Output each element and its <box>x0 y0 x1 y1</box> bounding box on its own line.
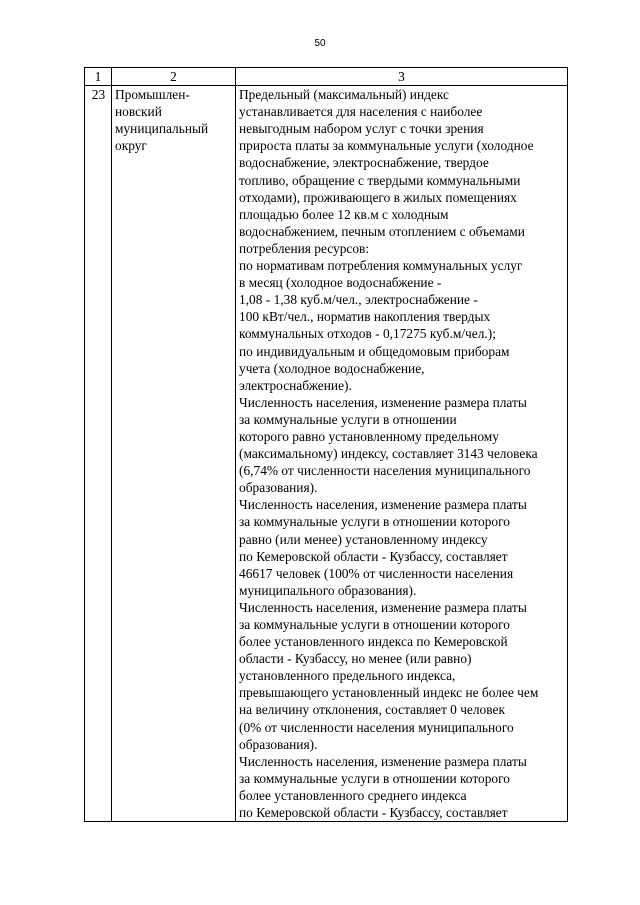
header-cell-1: 1 <box>85 68 112 86</box>
description-line: за коммунальные услуги в отношении которого <box>239 770 510 786</box>
municipality-name-line: Промышлен- <box>115 87 190 103</box>
description-line: в месяц (холодное водоснабжение - <box>239 275 442 291</box>
municipality-name-line: муниципальный <box>115 121 209 137</box>
description-line: образования). <box>239 480 318 496</box>
description-line: за коммунальные услуги в отношении которого <box>239 514 510 530</box>
description-line: устанавливается для населения с наиболее <box>239 104 483 120</box>
table-header-row <box>85 68 568 86</box>
description-line: установленного предельного индекса, <box>239 668 456 684</box>
description-line: 1,08 - 1,38 куб.м/чел., электроснабжение - <box>239 292 478 308</box>
description-line: более установленного индекса по Кемеровской <box>239 634 508 650</box>
municipality-name-cell <box>112 86 236 822</box>
description-line: Предельный (максимальный) индекс <box>239 87 449 103</box>
description-line: по Кемеровской области - Кузбассу, составляет <box>239 548 508 564</box>
municipality-name-line: новский <box>115 104 162 120</box>
description-line: Численность населения, изменение размера платы <box>239 753 527 769</box>
description-line: учета (холодное водоснабжение, <box>239 360 425 376</box>
row-number-cell: 23 <box>85 86 112 822</box>
description-line: (0% от численности населения муниципального <box>239 719 514 735</box>
description-line: на величину отклонения, составляет 0 человек <box>239 702 505 718</box>
description-line: коммунальных отходов - 0,17275 куб.м/чел.); <box>239 326 496 342</box>
description-line: электроснабжение). <box>239 377 352 393</box>
description-line: по нормативам потребления коммунальных услуг <box>239 258 523 274</box>
description-line: отходами), проживающего в жилых помещениях <box>239 189 517 205</box>
description-cell <box>236 86 568 822</box>
description-line: более установленного среднего индекса <box>239 787 467 803</box>
index-table <box>84 67 568 822</box>
description-line: 46617 человек (100% от численности населения <box>239 565 514 581</box>
description-line: прироста платы за коммунальные услуги (холодное <box>239 138 534 154</box>
description-line: 100 кВт/чел., норматив накопления твердых <box>239 309 491 325</box>
table-row <box>85 86 568 822</box>
description-line: образования). <box>239 736 318 752</box>
page-number: 50 <box>314 38 326 49</box>
description-line: за коммунальные услуги в отношении которого <box>239 617 510 632</box>
header-cell-2: 2 <box>112 68 236 86</box>
municipality-name-line: округ <box>115 138 147 154</box>
description-line: топливо, обращение с твердыми коммунальными <box>239 172 521 188</box>
description-line: превышающего установленный индекс не более чем <box>239 685 539 701</box>
description-line: Численность населения, изменение размера платы <box>239 497 527 513</box>
description-line: по Кемеровской области - Кузбассу, составляет <box>239 805 508 821</box>
description-line: невыгодным набором услуг с точки зрения <box>239 121 484 137</box>
description-line: области - Кузбассу, но менее (или равно) <box>239 651 472 667</box>
header-cell-3: 3 <box>236 68 568 86</box>
description-line: за коммунальные услуги в отношении <box>239 411 457 427</box>
description-line: равно (или менее) установленному индексу <box>239 531 488 547</box>
description-line: (максимальному) индексу, составляет 3143 человека <box>239 446 538 462</box>
description-line: площадью более 12 кв.м с холодным <box>239 206 449 222</box>
description-line: (6,74% от численности населения муниципального <box>239 463 531 479</box>
description-line: муниципального образования). <box>239 582 417 598</box>
description-line: Численность населения, изменение размера платы <box>239 394 527 410</box>
description-line: Численность населения, изменение размера платы <box>239 599 527 615</box>
description-line: которого равно установленному предельному <box>239 428 499 444</box>
description-line: потребления ресурсов: <box>239 240 370 256</box>
description-line: водоснабжение, электроснабжение, твердое <box>239 155 489 171</box>
description-line: водоснабжением, печным отоплением с объемами <box>239 223 525 239</box>
description-line: по индивидуальным и общедомовым приборам <box>239 343 510 359</box>
